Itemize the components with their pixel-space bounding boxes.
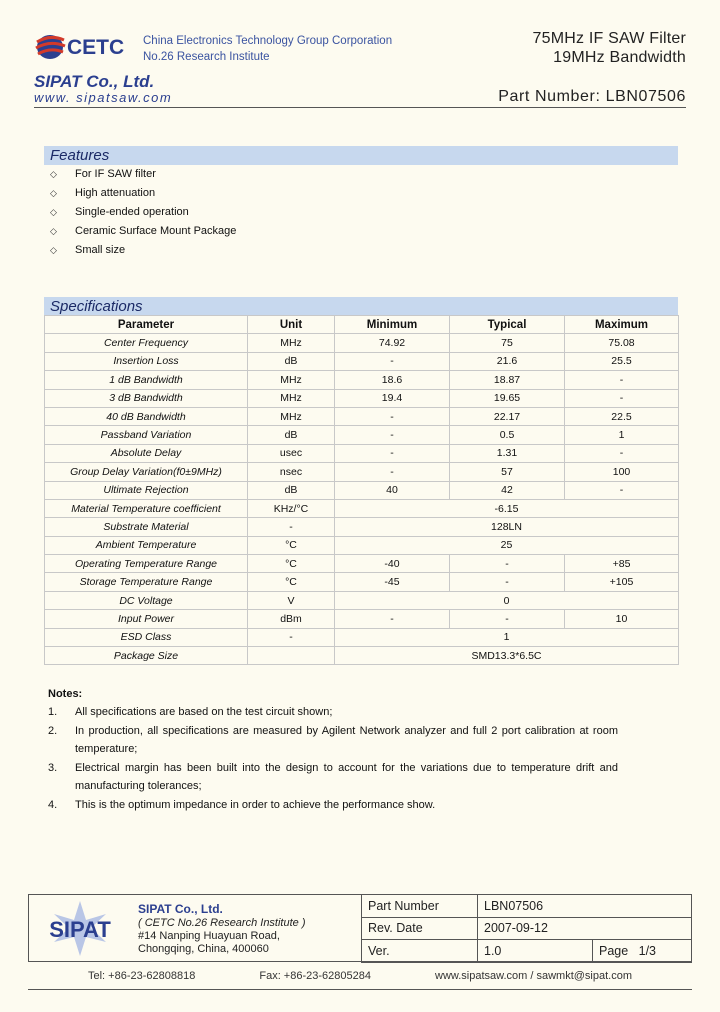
cetc-logo: [34, 28, 134, 64]
product-bandwidth: 19MHz Bandwidth: [553, 49, 686, 66]
note-item: 2. In production, all specifications are measured by Agilent Network analyzer and full 2 port calibration at room temperature;: [48, 724, 618, 755]
max-cell: -: [565, 389, 679, 407]
min-cell: 40: [335, 481, 450, 499]
typ-cell: 1.31: [450, 444, 565, 462]
document-info-grid: [361, 894, 692, 963]
max-cell: 25.5: [565, 352, 679, 370]
table-row: [45, 352, 679, 370]
feature-item: ◇ Single-ended operation: [50, 203, 236, 222]
table-row: [45, 371, 679, 389]
max-cell: 75.08: [565, 334, 679, 352]
info-row-version: [362, 940, 692, 963]
version-value: 1.0: [478, 940, 593, 963]
param-cell: Group Delay Variation(f0±9MHz): [45, 463, 248, 481]
param-cell: Passband Variation: [45, 426, 248, 444]
features-list: [50, 165, 236, 260]
typ-cell: 22.17: [450, 407, 565, 425]
telephone: Tel: +86-23-62808818: [88, 970, 196, 982]
unit-cell: MHz: [248, 389, 335, 407]
min-cell: 74.92: [335, 334, 450, 352]
contact-line: [28, 970, 692, 982]
min-cell: -40: [335, 555, 450, 573]
unit-cell: dBm: [248, 610, 335, 628]
param-cell: Absolute Delay: [45, 444, 248, 462]
corp-institute: No.26 Research Institute: [143, 51, 270, 63]
value-cell: 128LN: [335, 518, 679, 536]
unit-cell: MHz: [248, 371, 335, 389]
company-name: SIPAT Co., Ltd.: [34, 72, 155, 91]
unit-cell: MHz: [248, 334, 335, 352]
max-cell: -: [565, 371, 679, 389]
info-row-part: [362, 895, 692, 918]
sipat-logo: [33, 900, 128, 958]
param-cell: ESD Class: [45, 628, 248, 646]
max-cell: 10: [565, 610, 679, 628]
param-cell: Ambient Temperature: [45, 536, 248, 554]
diamond-bullet-icon: ◇: [50, 188, 57, 198]
footer-divider: [28, 989, 692, 990]
min-cell: -: [335, 463, 450, 481]
table-row: [45, 334, 679, 352]
unit-cell: [248, 647, 335, 665]
typ-cell: 75: [450, 334, 565, 352]
footer-street: #14 Nanping Huayuan Road,: [138, 930, 280, 942]
feature-item: ◇ Ceramic Surface Mount Package: [50, 222, 236, 241]
param-cell: Substrate Material: [45, 518, 248, 536]
param-cell: Operating Temperature Range: [45, 555, 248, 573]
column-header: Typical: [450, 316, 565, 334]
table-row: [45, 647, 679, 665]
rev-date-label: Rev. Date: [362, 917, 478, 940]
table-row: [45, 536, 679, 554]
table-row: [45, 499, 679, 517]
unit-cell: -: [248, 628, 335, 646]
features-heading: Features: [44, 146, 678, 165]
table-row: [45, 389, 679, 407]
diamond-bullet-icon: ◇: [50, 207, 57, 217]
value-cell: 1: [335, 628, 679, 646]
table-header-row: [45, 316, 679, 334]
param-cell: 40 dB Bandwidth: [45, 407, 248, 425]
typ-cell: -: [450, 610, 565, 628]
unit-cell: KHz/°C: [248, 499, 335, 517]
param-cell: Input Power: [45, 610, 248, 628]
table-row: [45, 463, 679, 481]
param-cell: Package Size: [45, 647, 248, 665]
typ-cell: 19.65: [450, 389, 565, 407]
notes-title: Notes:: [48, 688, 83, 700]
column-header: Unit: [248, 316, 335, 334]
typ-cell: 42: [450, 481, 565, 499]
note-item: 1. All specifications are based on the test circuit shown;: [48, 706, 333, 718]
table-row: [45, 555, 679, 573]
param-cell: Storage Temperature Range: [45, 573, 248, 591]
diamond-bullet-icon: ◇: [50, 226, 57, 236]
value-cell: -6.15: [335, 499, 679, 517]
feature-item: ◇ Small size: [50, 241, 236, 260]
max-cell: +85: [565, 555, 679, 573]
notes-section: [48, 685, 618, 814]
part-number-title: Part Number: LBN07506: [498, 88, 686, 105]
table-row: [45, 481, 679, 499]
typ-cell: 18.87: [450, 371, 565, 389]
specifications-table: [44, 315, 679, 665]
param-cell: 1 dB Bandwidth: [45, 371, 248, 389]
typ-cell: -: [450, 573, 565, 591]
feature-item: ◇ High attenuation: [50, 184, 236, 203]
max-cell: 22.5: [565, 407, 679, 425]
typ-cell: 57: [450, 463, 565, 481]
product-title: 75MHz IF SAW Filter: [532, 30, 686, 47]
footer-city: Chongqing, China, 400060: [138, 943, 269, 955]
max-cell: -: [565, 444, 679, 462]
max-cell: 100: [565, 463, 679, 481]
note-item: 4. This is the optimum impedance in order to achieve the performance show.: [48, 798, 436, 811]
param-cell: Ultimate Rejection: [45, 481, 248, 499]
min-cell: -: [335, 610, 450, 628]
param-cell: 3 dB Bandwidth: [45, 389, 248, 407]
specifications-body: [45, 334, 679, 665]
min-cell: -45: [335, 573, 450, 591]
rev-date-value: 2007-09-12: [478, 917, 692, 940]
part-number-value: LBN07506: [478, 895, 692, 918]
param-cell: Material Temperature coefficient: [45, 499, 248, 517]
unit-cell: -: [248, 518, 335, 536]
web-email-link[interactable]: www.sipatsaw.com / sawmkt@sipat.com: [435, 970, 632, 982]
table-row: [45, 518, 679, 536]
value-cell: 0: [335, 591, 679, 609]
specifications-heading: Specifications: [44, 297, 678, 316]
unit-cell: V: [248, 591, 335, 609]
value-cell: SMD13.3*6.5C: [335, 647, 679, 665]
table-row: [45, 591, 679, 609]
unit-cell: °C: [248, 573, 335, 591]
column-header: Minimum: [335, 316, 450, 334]
corp-name: China Electronics Technology Group Corporation: [143, 35, 393, 47]
table-row: [45, 573, 679, 591]
max-cell: -: [565, 481, 679, 499]
cetc-globe-icon: [36, 35, 65, 59]
unit-cell: dB: [248, 352, 335, 370]
typ-cell: 0.5: [450, 426, 565, 444]
table-row: [45, 426, 679, 444]
unit-cell: °C: [248, 536, 335, 554]
min-cell: -: [335, 352, 450, 370]
page-label: Page: [599, 943, 629, 958]
max-cell: 1: [565, 426, 679, 444]
page-cell: [593, 940, 692, 963]
unit-cell: MHz: [248, 407, 335, 425]
table-row: [45, 610, 679, 628]
unit-cell: dB: [248, 426, 335, 444]
feature-item: ◇ For IF SAW filter: [50, 165, 236, 184]
max-cell: +105: [565, 573, 679, 591]
value-cell: 25: [335, 536, 679, 554]
min-cell: -: [335, 407, 450, 425]
info-row-date: [362, 917, 692, 940]
table-row: [45, 628, 679, 646]
footer-company: SIPAT Co., Ltd.: [138, 902, 223, 916]
min-cell: -: [335, 444, 450, 462]
diamond-bullet-icon: ◇: [50, 169, 57, 179]
param-cell: Insertion Loss: [45, 352, 248, 370]
sipat-logo-text: SIPAT: [49, 917, 111, 942]
typ-cell: 21.6: [450, 352, 565, 370]
table-row: [45, 407, 679, 425]
min-cell: 18.6: [335, 371, 450, 389]
min-cell: -: [335, 426, 450, 444]
unit-cell: dB: [248, 481, 335, 499]
cetc-logo-text: CETC: [67, 36, 125, 59]
unit-cell: usec: [248, 444, 335, 462]
part-number-label: Part Number: [362, 895, 478, 918]
page-value: 1/3: [638, 943, 657, 958]
column-header: Parameter: [45, 316, 248, 334]
min-cell: 19.4: [335, 389, 450, 407]
typ-cell: -: [450, 555, 565, 573]
note-item: 3. Electrical margin has been built into the design to account for the variations due to temperature drift and manufacturing tolerances;: [48, 761, 618, 792]
header-divider: [34, 107, 686, 108]
footer-institute: ( CETC No.26 Research Institute ): [138, 917, 306, 929]
param-cell: Center Frequency: [45, 334, 248, 352]
param-cell: DC Voltage: [45, 591, 248, 609]
fax: Fax: +86-23-62805284: [259, 970, 371, 982]
column-header: Maximum: [565, 316, 679, 334]
unit-cell: °C: [248, 555, 335, 573]
diamond-bullet-icon: ◇: [50, 245, 57, 255]
unit-cell: nsec: [248, 463, 335, 481]
website-link[interactable]: www. sipatsaw.com: [34, 90, 173, 105]
table-row: [45, 444, 679, 462]
version-label: Ver.: [362, 940, 478, 963]
